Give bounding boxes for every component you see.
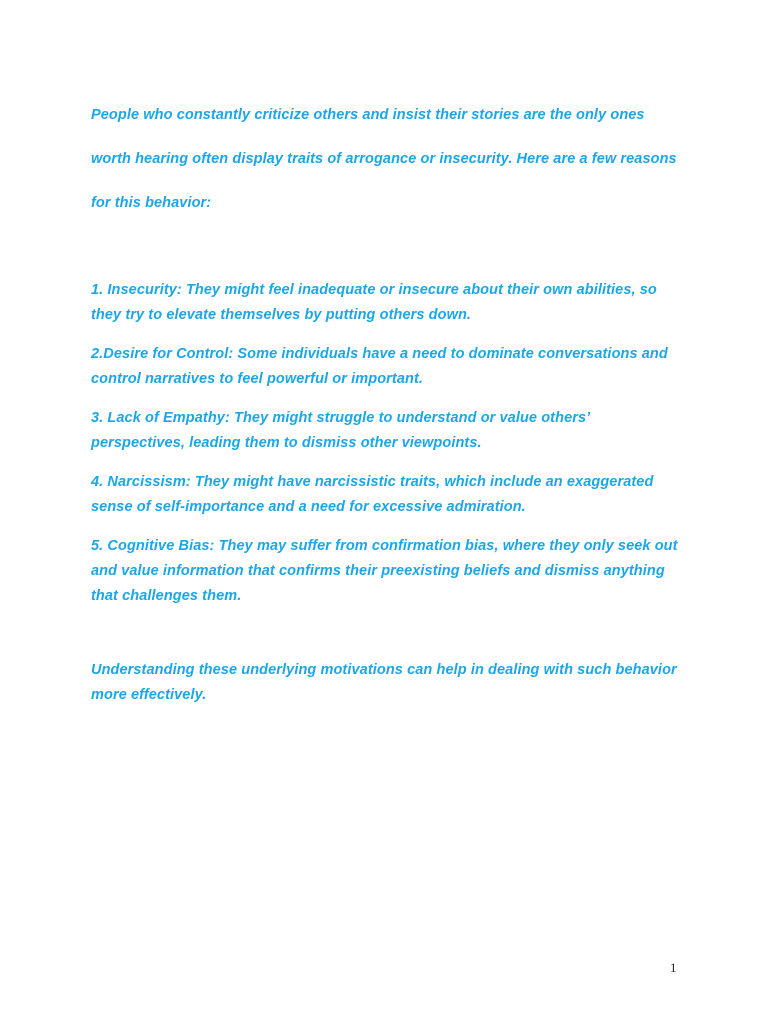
intro-paragraph [91, 93, 681, 225]
closing-text: Understanding these underlying motivations can help in dealing with such behavior more effectively. [91, 662, 677, 703]
reasons-list [91, 278, 681, 623]
closing-paragraph [91, 658, 681, 708]
reason-narcissism: 4. Narcissism: They might have narcissistic traits, which include an exaggerated sense of self-importance and a need for excessive admiration. [91, 474, 654, 515]
page-number: 1 [670, 960, 677, 975]
reason-lack-of-empathy: 3. Lack of Empathy: They might struggle to understand or value others’ perspectives, leading them to dismiss other viewpoints. [91, 410, 590, 451]
reason-insecurity: 1. Insecurity: They might feel inadequate or insecure about their own abilities, so they try to elevate themselves by putting others down. [91, 282, 657, 323]
reason-cognitive-bias: 5. Cognitive Bias: They may suffer from confirmation bias, where they only seek out and value information that confirms their preexisting beliefs and dismiss anything that challenges them. [91, 538, 678, 604]
intro-text: People who constantly criticize others and insist their stories are the only ones worth hearing often display traits of arrogance or insecurity. Here are a few reasons for this behavior: [91, 107, 677, 211]
reason-desire-for-control: 2.Desire for Control: Some individuals have a need to dominate conversations and control narratives to feel powerful or important. [91, 346, 668, 387]
